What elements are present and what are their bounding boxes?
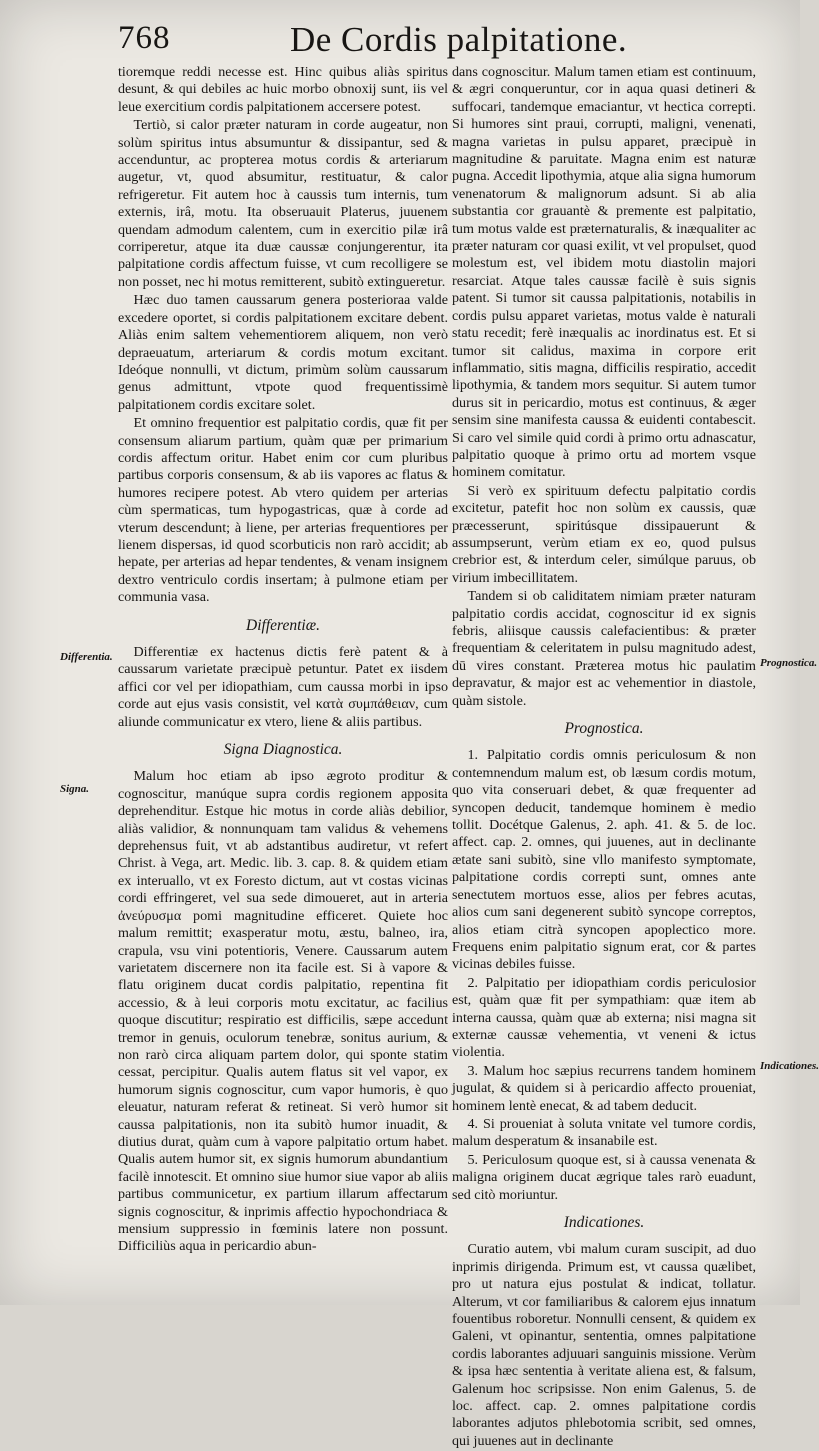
- margin-note-signa: Signa.: [60, 783, 90, 795]
- paragraph: Differentiæ ex hactenus dictis ferè patent & à caussarum varietate præcipuè petuntur. Patet ex iisdem affici cor vel per idiopathiam, cum caussa morbi in ipso corde aut ejus vasis consistit, vel κατὰ συμπάθειαν, cum aliunde communicatur ex vtero, liene & aliis partibus.: [118, 644, 448, 730]
- page-title: De Cordis palpitatione.: [290, 20, 628, 59]
- list-item: 1. Palpitatio cordis omnis periculosum & non contemnendum malum est, ob læsum cordis motum, quo vita conseruari debet, & quæ frequenter ad syncopen deducit, tandemque hominem è medio tollit. Docétque Galenus, 2. aph. 41. & 5. de loc. affect. cap. 2. omnes, qui juuenes, aut in declinante ætate sani subitò, sine vllo manifesto symptomate, palpitatione cordis correpti sunt, omnes ante senectutem mortuos esse, alios per febres acutas, alios cum sani degenerent subitò syncope correptos, alios etiam citrà syncopen apoplectico more. Frequens enim palpitatio signum erat, cor & partes vicinas debiles fuisse.: [452, 747, 756, 973]
- paragraph: Malum hoc etiam ab ipso ægroto proditur & cognoscitur, manúque supra cordis regionem apposita deprehenditur. Estque hic motus in corde aliàs debilior, aliàs validior, & nonnunquam tam validus & vehemens deprehensus fuit, vt ab adstantibus audiretur, vt refert Christ. à Vega, art. Medic. lib. 3. cap. 8. & quidem etiam ex interuallo, vt ex Foresto dictum, aut vt costas vicinas cordi effringeret, vel sua sede dimoueret, aut in arteria ἀνεύρυσμα pomi magnitudine efficeret. Quiete hoc malum remittit; exasperatur motu, æstu, balneo, ira, crapula, vsu vini potentioris, Venere. Caussarum autem varietatem discernere non ita facile est. Si à vapore & flatu originem ducat cordis palpitatio, repentina fit accessio, & à leui corporis motu excitatur, ac facilius quoque discutitur; respiratio est difficilis, sæpe accedunt tremor in genuis, oculorum tenebræ, sonitus aurium, & non rarò circa aliquam partem dolor, qui sponte statim cessat, percipitur. Qualis autem flatus sit vel vapor, ex humorum signis cognoscitur, cum vapor humoris, è quo eleuatur, naturam referat & retineat. Si verò humor sit caussa palpitationis, non ita subitò humor inuadit, & diutius durat, quàm cum à vapore palpitatio ortum habet. Qualis autem humor sit, ex signis humorum abundantium facilè innotescit. Et omnino siue humor siue vapor ab aliis partibus communicetur, ex partium illarum affectarum signis cognoscitur, & inprimis affectio hypochondriaca & mensium suppressio in fœminis latere non possunt. Difficiliùs aqua in pericardio abun-: [118, 768, 448, 1255]
- paragraph: Hæc duo tamen caussarum genera posterioraa valde excedere oportet, si cordis palpitationem excitare debent. Aliàs enim saltem vehementiorem aliquem, non verò depraeuatum, arteriarum & cordis motum excitant. Ideóque nonnulli, vt dictum, primùm solùm caussarum genus admittunt, vtpote quod frequentissimè palpitationem cordis excitare solet.: [118, 292, 448, 413]
- section-heading-differentiae: Differentiæ.: [246, 616, 320, 634]
- paragraph: Tandem si ob caliditatem nimiam præter naturam palpitatio cordis accidat, cognoscitur id ex signis febris, aliisque caussis calefacientibus: & præter frequentiam & celeritatem in pulsu magnitudo adest, dū vires constant. Præterea motus hic paulatim depravatur, & major est ac vehementior in diastole, quàm sistole.: [452, 588, 756, 709]
- section-heading-signa: Signa Diagnostica.: [223, 741, 343, 759]
- margin-note-prognostica: Prognostica.: [760, 657, 818, 669]
- list-item: 4. Si proueniat à soluta vnitate vel tumore cordis, malum desperatum & insanabile est.: [452, 1115, 756, 1150]
- section-heading-prognostica: Prognostica.: [564, 720, 644, 738]
- left-column: [118, 64, 448, 1257]
- right-column: [452, 64, 756, 1451]
- section-heading-indicationes: Indicationes.: [563, 1214, 645, 1231]
- running-header: [118, 18, 780, 62]
- paragraph: Si verò ex spirituum defectu palpitatio cordis excitetur, patefit hoc non solùm ex caussis, quæ præcesserunt, spiritúsque dissipauerunt & assumpserunt, verùm etiam ex eo, quod pulsus crebrior est, & interdum celer, simúlque paruus, ob virium imbecillitatem.: [452, 482, 756, 586]
- list-item: 3. Malum hoc sæpius recurrens tandem hominem jugulat, & quidem si à pericardio affecto proueniat, hominem lentè enecat, & ad tabem deducit.: [452, 1062, 756, 1114]
- page-number: 768: [118, 20, 171, 56]
- paragraph: dans cognoscitur. Malum tamen etiam est continuum, & ægri conqueruntur, cor in aqua quasi detineri & suffocari, tandemque emaciantur, vt hectica correpti. Si humores sint praui, corrupti, maligni, venenati, magna varietas in pulsu apparet, præcipuè in magnitudine & paruitate. Magna enim est naturæ pugna. Accedit lipothymia, atque alia signa humorum venenatorum & malignorum adsunt. Si ab alia substantia cor grauantè & premente est palpitatio, tum motus valde est præternaturalis, & inæqualiter ac præter naturam cor quasi exilit, vt vel propulset, quod molestum est, vel ibidem motu diastolin majori resarciat. Atque tales caussæ facilè è suis signis patent. Si tumor sit caussa palpitationis, notabilis in cordis pulsu apparet varietas, motus valde è naturali statu recedit; ferè inæqualis ac inordinatus est. Et si tumor sit calidus, maxima in corpore erit inflammatio, sitis magna, difficilis respiratio, accedit lipothymia, & tandem mors sequitur. Si autem tumor durus sit in pericardio, motus est continuus, & æger sensim sine manifesta caussa & euidenti contabescit. Si caro vel simile quid cordi à primo ortu adnascatur, palpitatio quoque à primo ortu ad mortem vsque hominem comitatur.: [452, 64, 756, 481]
- prognostica-list: [452, 747, 756, 1204]
- margin-note-indicationes: Indicationes.: [760, 1060, 819, 1072]
- margin-note-differentia: Differentia.: [60, 651, 113, 663]
- list-item: 2. Palpitatio per idiopathiam cordis periculosior est, quàm quæ fit per sympathiam: quæ item ab interna caussa, quàm quæ ab externa; nisi magna sit externæ caussæ vehementia, vt veneni & ictus violentia.: [452, 974, 756, 1061]
- list-item: 5. Periculosum quoque est, si à caussa venenata & maligna originem ducat ægrique tales rarò euadunt, sed citò moriuntur.: [452, 1151, 756, 1203]
- paragraph: Curatio autem, vbi malum curam suscipit, ad duo inprimis dirigenda. Primum est, vt caussa quælibet, pro ut natura ejus postulat & indicat, tollatur. Alterum, vt cor familiaribus & calorem ejus innatum fouentibus roboretur. Nonnulli censent, & quidem ex Galeni, vt opinantur, sententia, omnes palpitatione cordis laborantes adjuuari sanguinis missione. Verùm & ipsa hæc sententia à veritate aliena est, & falsum, Galenum hoc scripsisse. Non enim Galenus, 5. de loc. affect. cap. 2. omnes palpitatione cordis laborantes adjutos phlebotomia scribit, sed omnes, qui juuenes aut in declinante: [452, 1241, 756, 1449]
- paragraph: Et omnino frequentior est palpitatio cordis, quæ fit per consensum aliarum partium, quàm quæ per primarium cordis affectum oritur. Habet enim cor cum pluribus partibus corporis consensum, & ab iis vapores ac flatus & humores recipere potest. Ab vtero quidem per arterias cùm spermaticas, tum hypogastricas, quæ à corde ad vterum descendunt; à liene, per arterias frequentiores per lienem dispersas, id quod scorbuticis non rarò accidit; ab hepate, per arterias ad hepar tendentes, & venam insignem dextro ventriculo cordis insertam; à pulmone etiam per communia vasa.: [118, 415, 448, 606]
- paragraph: tioremque reddi necesse est. Hinc quibus aliàs spiritus desunt, & qui debiles ac huic morbo obnoxij sunt, iis vel leue exercitium cordis palpitationem accersere potest.: [118, 64, 448, 115]
- paragraph: Tertiò, si calor præter naturam in corde augeatur, non solùm spiritus intus absumuntur & dissipantur, sed & accenduntur, ac propterea motus cordis & arteriarum augetur, vt, quod absumitur, restituatur, & calor refrigeretur. Fit autem hoc à caussis tum internis, tum externis, irâ, motu. Ita obseruauit Platerus, juuenem quendam admodum calentem, cum in exercitio pilæ irâ corriperetur, atque ita duæ caussæ conjungerentur, ita palpitatione cordis affectum fuisse, vt cum recolligere se non posset, nec hi motus remitterent, subitò extingueretur.: [118, 117, 448, 290]
